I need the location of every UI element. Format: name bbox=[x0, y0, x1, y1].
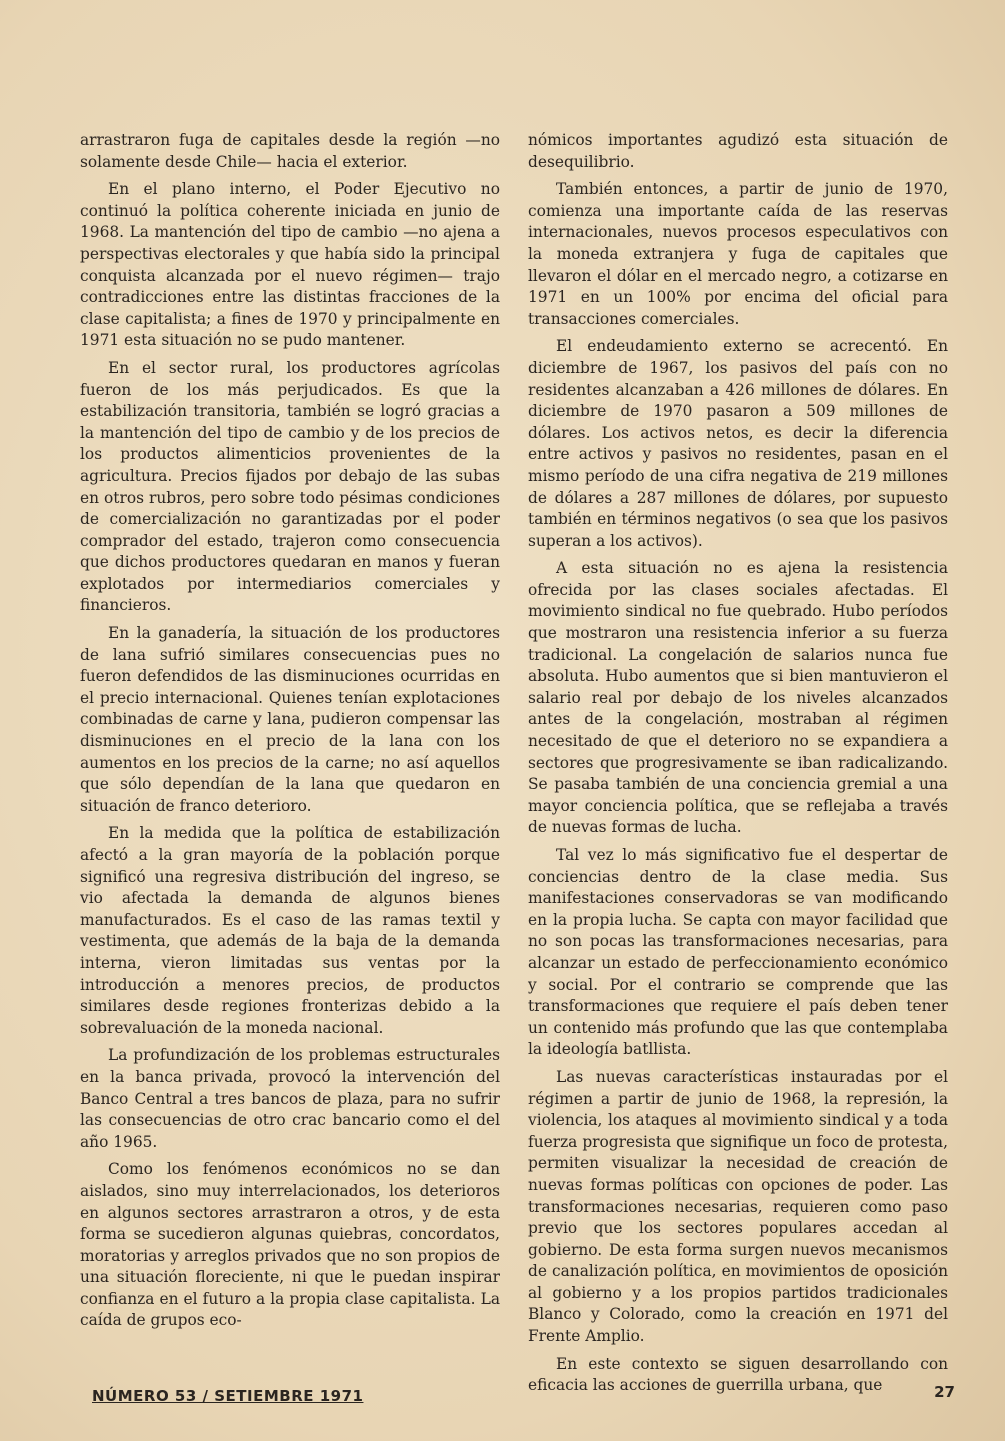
paragraph: También entonces, a partir de junio de 1970, comienza una importante caída de las reservas internacionales, nuevos procesos especulativos con la moneda extranjera y fuga de capitales que llevaron el dólar en el mercado negro, a cotizarse en 1971 en un 100% por encima del oficial para transacciones comerciales. bbox=[528, 180, 948, 328]
paragraph: nómicos importantes agudizó esta situación de desequilibrio. bbox=[528, 131, 948, 171]
paragraph: arrastraron fuga de capitales desde la región —no solamente desde Chile— hacia el exterior. bbox=[80, 131, 500, 171]
paragraph: Como los fenómenos económicos no se dan aislados, sino muy interrelacionados, los deterioros en algunos sectores arrastraron a otros, y de esta forma se sucedieron algunas quiebras, concordatos, moratorias y arreglos privados que no son propios de una situación floreciente, ni que le puedan inspirar confianza en el futuro a la propia clase capitalista. La caída de grupos eco- bbox=[80, 1160, 500, 1330]
left-column bbox=[80, 130, 500, 1338]
paragraph: En este contexto se siguen desarrollando con eficacia las acciones de guerrilla urbana, que bbox=[528, 1354, 948, 1395]
issue-footer: NÚMERO 53 / SETIEMBRE 1971 bbox=[92, 1387, 364, 1405]
paragraph: A esta situación no es ajena la resistencia ofrecida por las clases sociales afectadas. El movimiento sindical no fue quebrado. Hubo períodos que mostraron una resistencia inferior a su fuerza tradicional. La congelación de salarios nunca fue absoluta. Hubo aumentos que si bien mantuvieron el salario real por debajo de los niveles alcanzados antes de la congelación, mostraban al régimen necesitado de que el deterioro no se expandiera a sectores que progresivamente se iban radicalizando. Se pasaba también de una conciencia gremial a una mayor conciencia política, que se reflejaba a través de nuevas formas de lucha. bbox=[528, 559, 948, 837]
paragraph: En la medida que la política de estabilización afectó a la gran mayoría de la población porque significó una regresiva distribución del ingreso, se vio afectada la demanda de algunos bienes manufacturados. Es el caso de las ramas textil y vestimenta, que además de la baja de la demanda interna, vieron limitadas sus ventas por la introducción a menores precios, de productos similares desde regiones fronterizas debido a la sobrevaluación de la moneda nacional. bbox=[80, 824, 500, 1037]
paragraph: Tal vez lo más significativo fue el despertar de conciencias dentro de la clase media. Sus manifestaciones conservadoras se van modificando en la propia lucha. Se capta con mayor facilidad que no son pocas las transformaciones necesarias, para alcanzar un estado de perfeccionamiento económico y social. Por el contrario se comprende que las transformaciones que requiere el país deben tener un contenido más profundo que las que contemplaba la ideología batllista. bbox=[528, 846, 948, 1059]
page-number: 27 bbox=[934, 1383, 955, 1401]
paragraph: El endeudamiento externo se acrecentó. En diciembre de 1967, los pasivos del país con no residentes alcanzaban a 426 millones de dólares. En diciembre de 1970 pasaron a 509 millones de dólares. Los activos netos, es decir la diferencia entre activos y pasivos no residentes, pasan en el mismo período de una cifra negativa de 219 millones de dólares a 287 millones de dólares, por supuesto también en términos negativos (o sea que los pasivos superan a los activos). bbox=[528, 337, 948, 550]
paragraph: La profundización de los problemas estructurales en la banca privada, provocó la intervención del Banco Central a tres bancos de plaza, para no sufrir las consecuencias de otro crac bancario como el del año 1965. bbox=[80, 1046, 500, 1151]
paragraph: Las nuevas características instauradas por el régimen a partir de junio de 1968, la represión, la violencia, los ataques al movimiento sindical y a toda fuerza progresista que signifique un foco de protesta, permiten visualizar la necesidad de creación de nuevas formas políticas con opciones de poder. Las transformaciones necesarias, requieren como paso previo que los sectores populares accedan al gobierno. De esta forma surgen nuevos mecanismos de canalización política, en movimientos de oposición al gobierno y a los propios partidos tradicionales Blanco y Colorado, como la creación en 1971 del Frente Amplio. bbox=[528, 1067, 948, 1346]
paragraph: En la ganadería, la situación de los productores de lana sufrió similares consecuencias pues no fueron defendidos de las disminuciones ocurridas en el precio internacional. Quienes tenían explotaciones combinadas de carne y lana, pudieron compensar las disminuciones en el precio de la lana con los aumentos en los precios de la carne; no así aquellos que sólo dependían de la lana que quedaron en situación de franco deterioro. bbox=[80, 624, 500, 815]
paragraph: En el plano interno, el Poder Ejecutivo no continuó la política coherente iniciada en junio de 1968. La mantención del tipo de cambio —no ajena a perspectivas electorales y que había sido la principal conquista alcanzada por el nuevo régimen— trajo contradicciones entre las distintas fracciones de la clase capitalista; a fines de 1970 y principalmente en 1971 esta situación no se pudo mantener. bbox=[80, 180, 500, 350]
right-column bbox=[528, 130, 948, 1403]
paragraph: En el sector rural, los productores agrícolas fueron de los más perjudicados. Es que la estabilización transitoria, también se logró gracias a la mantención del tipo de cambio y de los precios de los productos alimenticios provenientes de la agricultura. Precios fijados por debajo de las subas en otros rubros, pero sobre todo pésimas condiciones de comercialización no garantizadas por el poder comprador del estado, trajeron como consecuencia que dichos productores quedaran en manos y fueran explotados por intermediarios comerciales y financieros. bbox=[80, 358, 500, 615]
